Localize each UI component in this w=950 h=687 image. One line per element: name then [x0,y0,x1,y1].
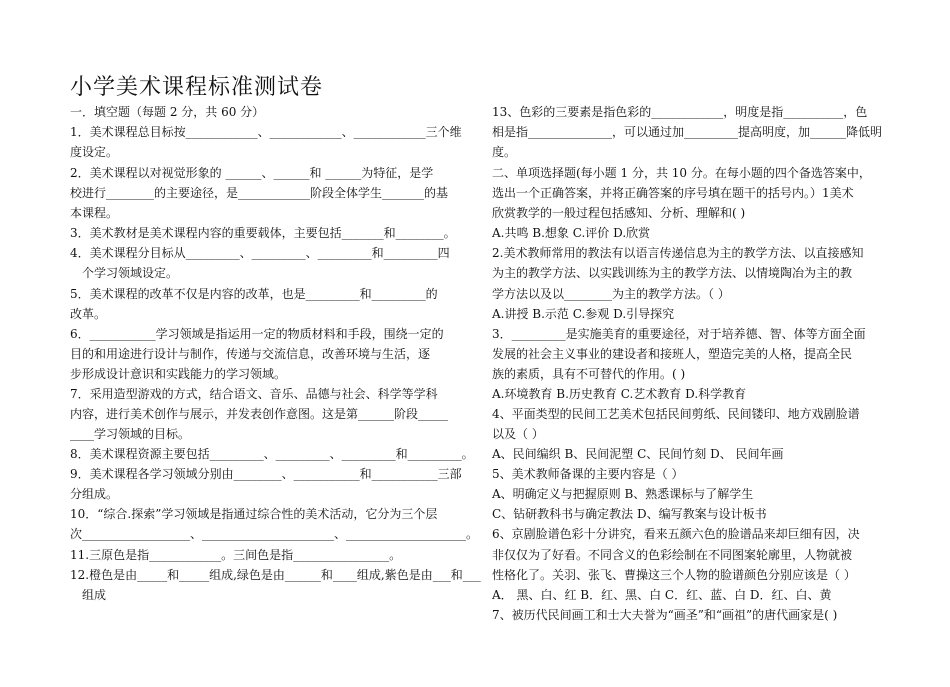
left-line: 2．美术课程以对视觉形象的 ______、______和 ______为特征，是学 [70,166,434,180]
left-line: 个学习领域设定。 [82,266,179,280]
right-line: A.环境教育 B.历史教育 C.艺术教育 D.科学教育 [492,387,747,401]
right-line: 非仅仅为了好看。不同含义的色彩绘制在不同图案轮廓里，人物就被 [492,548,853,562]
right-line: 2.美术教师常用的教法有以语言传递信息为主的教学方法、以直接感知 [492,246,864,260]
left-line: 步形成设计意识和实践能力的学习领域。 [70,367,287,381]
left-line: 本课程。 [70,206,119,220]
right-line: 度。 [492,145,517,159]
left-line: 3．美术教材是美术课程内容的重要载体，主要包括_______和________。 [70,226,456,240]
left-line: 度设定。 [70,145,119,159]
left-line: 一．填空题（每题 2 分，共 60 分） [70,105,265,119]
left-line: 校进行________的主要途径，是____________阶段全体学生_______的基 [70,186,449,200]
left-line: ____学习领域的目标。 [70,427,191,441]
left-line: 4．美术课程分目标从_________、_________、_________和_________四 [70,246,450,260]
left-line: 组成 [82,588,107,602]
right-line: 3．_________是实施美育的重要途径，对于培养德、智、体等方面全面 [492,327,866,341]
right-line: A． 黑、白、红 B．红、黑、白 C．红、蓝、白 D．红、白、黄 [492,588,832,602]
left-line: 1．美术课程总目标按____________、____________、____________三个维 [70,125,462,139]
right-line: 以及（ ） [492,427,544,441]
right-line: 为主的教学方法、以实践训练为主的教学方法、以情境陶冶为主的教 [492,266,853,280]
left-line: 5．美术课程的改革不仅是内容的改革，也是_________和_________的 [70,287,438,301]
right-line: 13、色彩的三要素是指色彩的____________，明度是指__________，色 [492,105,868,119]
right-line: 6、京剧脸谱色彩十分讲究，看来五颜六色的脸谱品来却巨细有因，决 [492,527,860,541]
page-title: 小学美术课程标准测试卷 [70,75,324,100]
left-line: 目的和用途进行设计与制作，传递与交流信息，改善环境与生活，逐 [70,347,431,361]
left-line: 11.三原色是指____________。三间色是指________________。 [70,548,402,562]
left-line: 次__________________、______________________、____________________。 [70,527,479,541]
right-line: A、民间编织 B、民间泥塑 C、民间竹刻 D、 民间年画 [492,447,784,461]
right-line: A.共鸣 B.想象 C.评价 D.欣赏 [492,226,651,240]
right-line: C、钻研教科书与确定教法 D、编写教案与设计板书 [492,507,767,521]
right-line: 4、平面类型的民间工艺美术包括民间剪纸、民间镂印、地方戏剧脸谱 [492,407,860,421]
right-line: 性格化了。关羽、张飞、曹操这三个人物的脸谱颜色分别应该是（ ） [492,568,856,582]
right-line: 选出一个正确答案，并将正确答案的序号填在题干的括号内。）1美术 [492,186,854,200]
right-line: 5、美术教师备课的主要内容是（ ） [492,467,684,481]
left-line: 改革。 [70,307,107,321]
right-line: 发展的社会主义事业的建设者和接班人，塑造完美的人格，提高全民 [492,347,853,361]
left-line: 9．美术课程各学习领域分别由________、___________和___________三部 [70,467,462,481]
right-line: A、明确定义与把握原则 B、熟悉课标与了解学生 [492,487,754,501]
right-line: 相是指______________，可以通过加_________提高明度，加______降低明 [492,125,883,139]
left-line: 分组成。 [70,487,119,501]
right-line: A.讲授 B.示范 C.参观 D.引导探究 [492,307,675,321]
right-line: 学方法以及以________为主的教学方法。（ ） [492,287,730,301]
right-line: 二、单项选择题(每小题 1 分，共 10 分。在每小题的四个备选答案中， [492,166,871,180]
left-line: 12.橙色是由_____和_____组成,绿色是由______和____组成,紫色是由___和___ [70,568,481,582]
left-line: 7．采用造型游戏的方式，结合语文、音乐、品德与社会、科学等学科 [70,387,438,401]
left-line: 8．美术课程资源主要包括_________、_________、_________和_________。 [70,447,474,461]
left-line: 内容，进行美术创作与展示，并发表创作意图。这是第______阶段_____ [70,407,449,421]
right-line: 7、被历代民间画工和士大夫誉为“画圣”和“画祖”的唐代画家是( ) [492,608,838,622]
left-line: 10．“综合.探索”学习领域是指通过综合性的美术活动，它分为三个层 [70,507,438,521]
left-line: 6．___________学习领域是指运用一定的物质材料和手段，围绕一定的 [70,327,444,341]
right-line: 族的素质，具有不可替代的作用。( ) [492,367,686,381]
right-line: 欣赏教学的一般过程包括感知、分析、理解和( ) [492,206,746,220]
